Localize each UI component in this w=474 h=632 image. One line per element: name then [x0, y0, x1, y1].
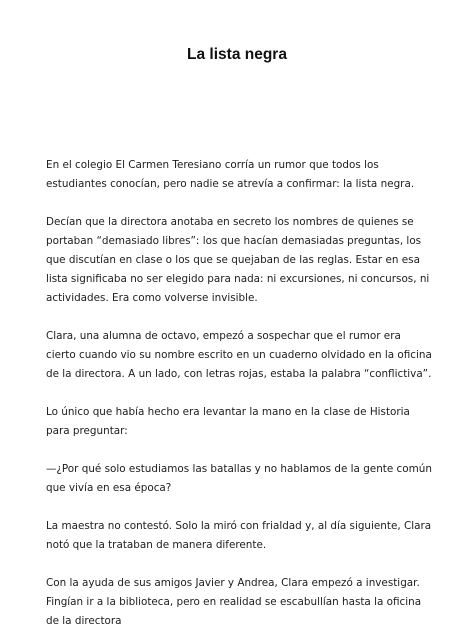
dialogue-paragraph: —¿Por qué solo estudiamos las batallas y no hablamos de la gente común que vivía en esa época?: [46, 463, 432, 494]
document-body: [46, 156, 432, 632]
paragraph: En el colegio El Carmen Teresiano corría un rumor que todos los estudiantes conocían, pero nadie se atrevía a confirmar: la lista negra.: [46, 159, 415, 190]
paragraph: Decían que la directora anotaba en secreto los nombres de quienes se portaban “demasiado libres”: los que hacían demasiadas preguntas, los que discutían en clase o los que se quejaban de las reglas. Estar en esa lista significaba no ser elegido para nada: ni excursiones, ni concursos, ni actividades. Era como volverse invisible.: [46, 216, 430, 304]
document-title: La lista negra: [187, 46, 287, 63]
paragraph: Clara, una alumna de octavo, empezó a sospechar que el rumor era cierto cuando vio su nombre escrito en un cuaderno olvidado en la oficina de la directora. A un lado, con letras rojas, estaba la palabra “conflictiva”.: [46, 330, 432, 380]
paragraph: La maestra no contestó. Solo la miró con frialdad y, al día siguiente, Clara notó que la trataban de manera diferente.: [46, 520, 432, 551]
paragraph: Con la ayuda de sus amigos Javier y Andrea, Clara empezó a investigar. Fingían ir a la biblioteca, pero en realidad se escabullían hasta la oficina de la directora: [46, 577, 422, 627]
paragraph: Lo único que había hecho era levantar la mano en la clase de Historia para preguntar:: [46, 406, 410, 437]
